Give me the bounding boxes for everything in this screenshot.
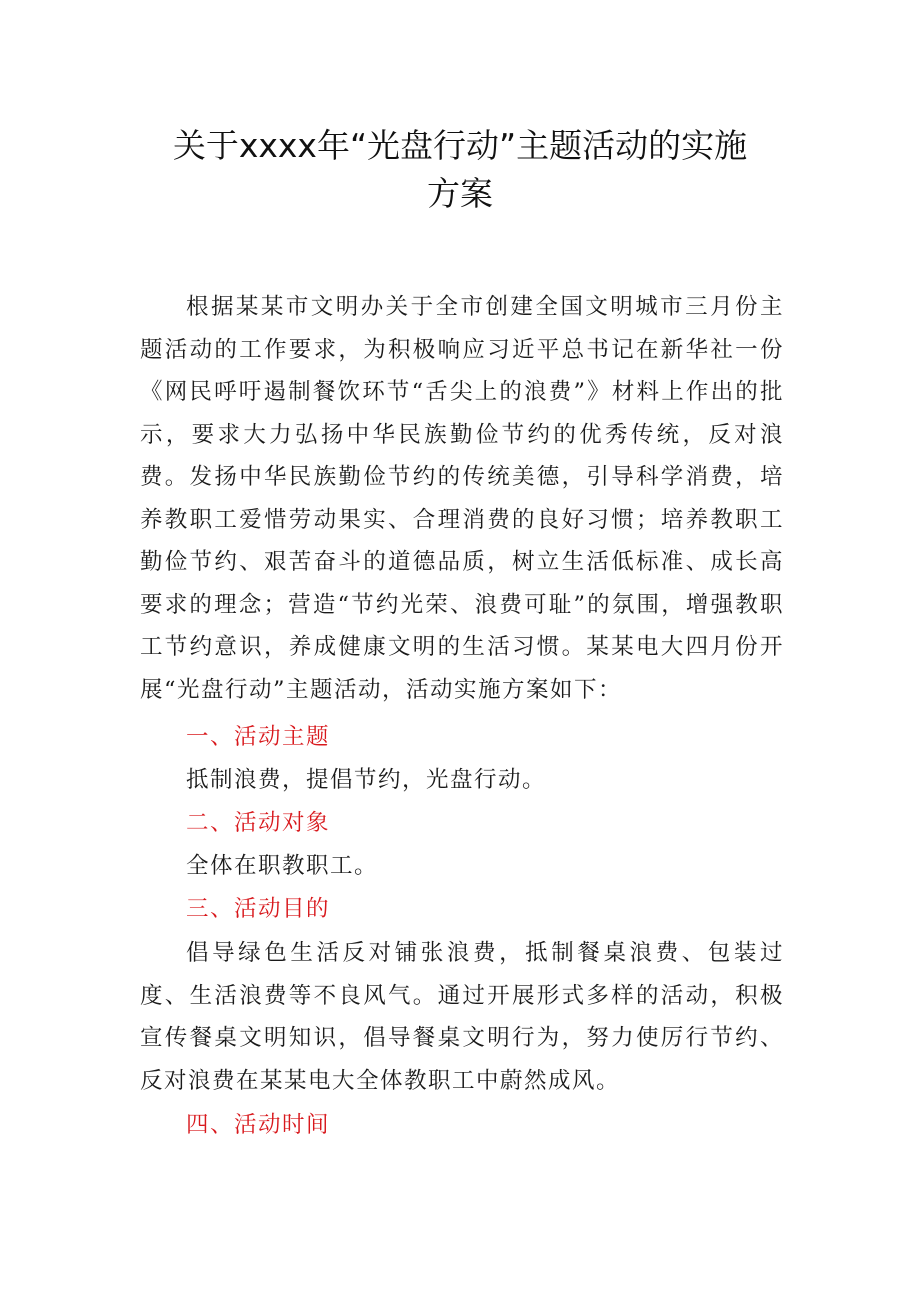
title-line-2: 方案 — [427, 174, 493, 213]
section-text-theme: 抵制浪费，提倡节约，光盘行动。 — [186, 767, 547, 793]
title-line-1: 关于xxxx年“光盘行动”主题活动的实施 — [172, 126, 748, 165]
section-text-purpose: 倡导绿色生活反对铺张浪费，抵制餐桌浪费、包装过度、生活浪费等不良风气。通过开展形式多样的活动，积极宣传餐桌文明知识，倡导餐桌文明行为，努力使厉行节约、反对浪费在某某电大全体教职工中蔚然成风。 — [140, 940, 784, 1094]
intro-paragraph: 根据某某市文明办关于全市创建全国文明城市三月份主题活动的工作要求，为积极响应习近平总书记在新华社一份《网民呼吁遏制餐饮环节“舌尖上的浪费”》材料上作出的批示，要求大力弘扬中华民族勤俭节约的优秀传统，反对浪费。发扬中华民族勤俭节约的传统美德，引导科学消费，培养教职工爱惜劳动果实、合理消费的良好习惯；培养教职工勤俭节约、艰苦奋斗的道德品质，树立生活低标准、成长高要求的理念；营造“节约光荣、浪费可耻”的氛围，增强教职工节约意识，养成健康文明的生活习惯。某某电大四月份开展“光盘行动”主题活动，活动实施方案如下： — [140, 294, 784, 703]
section-heading-time: 四、活动时间 — [186, 1112, 331, 1138]
section-heading-purpose: 三、活动目的 — [186, 896, 331, 922]
document-title — [140, 122, 780, 218]
section-text-target: 全体在职教职工。 — [186, 853, 379, 879]
section-heading-theme: 一、活动主题 — [186, 724, 331, 750]
section-heading-target: 二、活动对象 — [186, 810, 331, 836]
